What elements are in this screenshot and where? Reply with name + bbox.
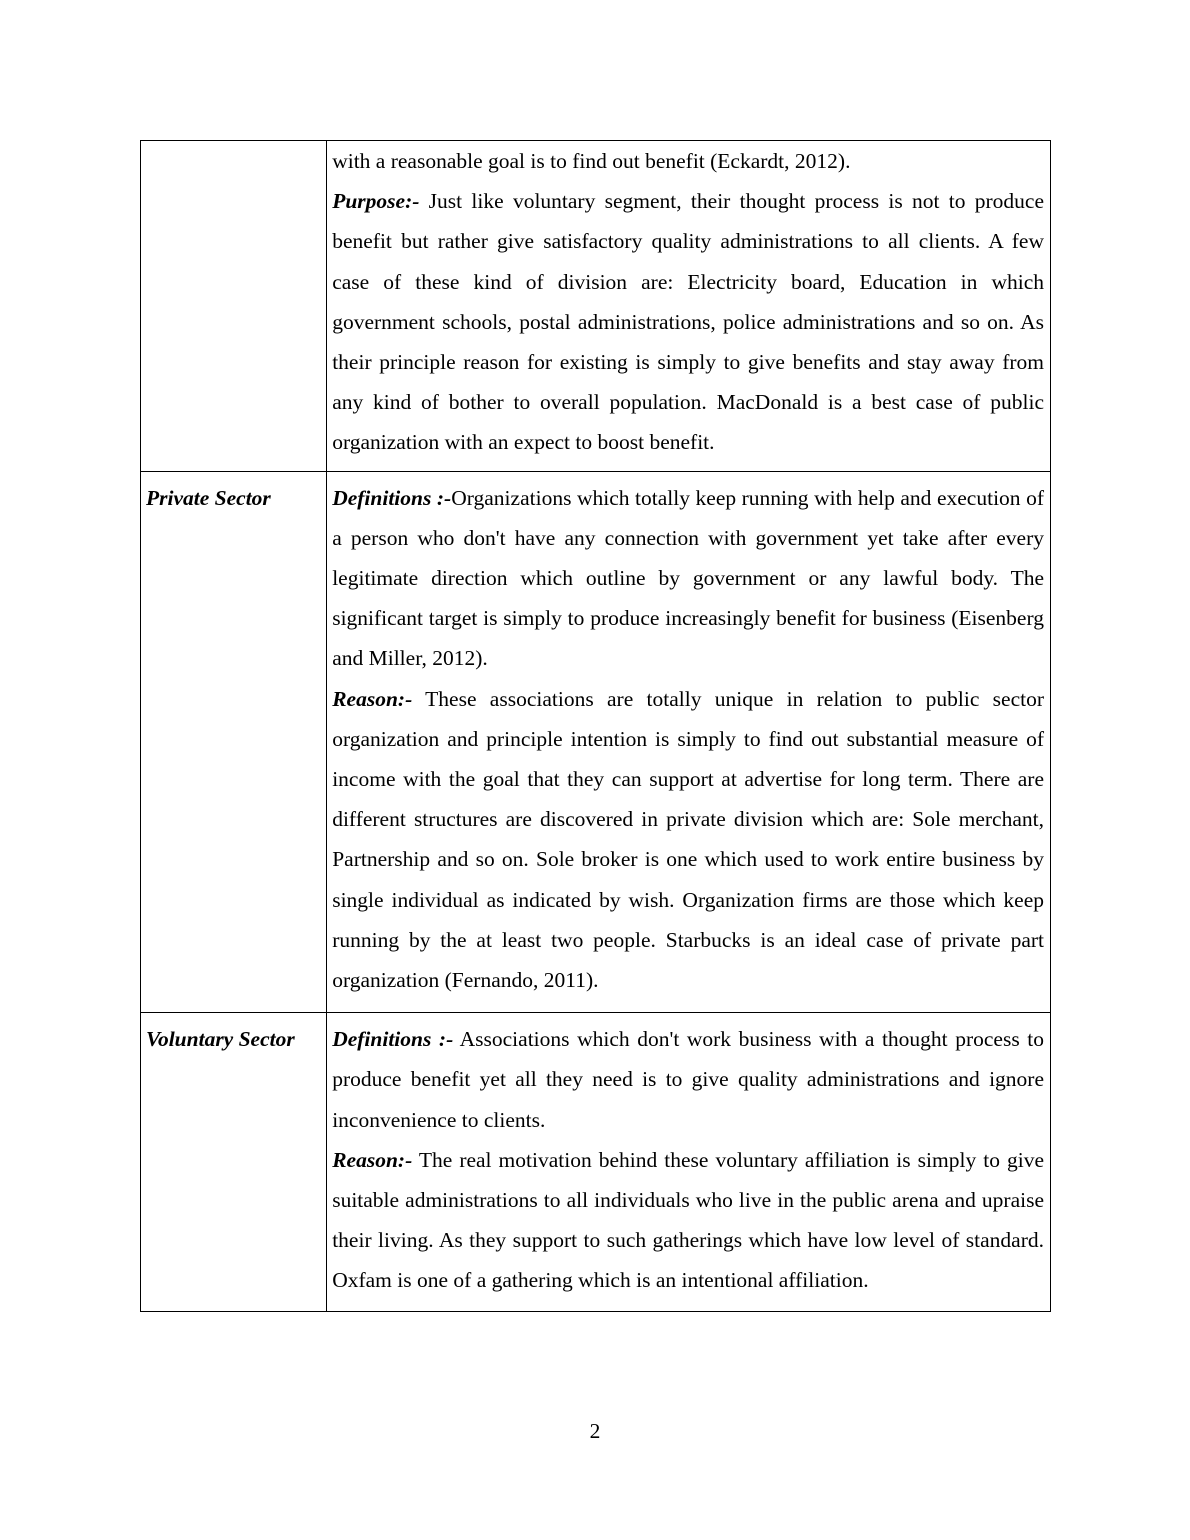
sector-comparison-table	[140, 140, 1051, 1312]
sector-label-private: Private Sector	[146, 485, 271, 510]
sector-content-cell	[327, 1013, 1051, 1311]
table-row-public-continued	[141, 141, 1051, 472]
sector-label	[141, 141, 326, 147]
sector-label-cell	[141, 471, 327, 1013]
paragraph-reason: Reason:- These associations are totally unique in relation to public sector organization and principle intention is simply to find out substantial measure of income with the goal that they can support at advertise for long term. There are different structures are discovered in private division which are: Sole merchant, Partnership and so on. Sole broker is one which used to work entire business by single individual as indicated by wish. Organization firms are those which keep running by the at least two people. Starbucks is an ideal case of private part organization (Fernando, 2011).	[332, 686, 1044, 993]
paragraph-reason: Reason:- The real motivation behind these voluntary affiliation is simply to give suitable administrations to all individuals who live in the public arena and upraise their living. As they support to such gatherings which have low level of standard. Oxfam is one of a gathering which is an intentional affiliation.	[332, 1147, 1044, 1293]
paragraph-purpose: Purpose:- Just like voluntary segment, their thought process is not to produce benefit but rather give satisfactory quality administrations to all clients. A few case of these kind of division are: Electricity board, Education in which government schools, postal administrations, police administrations and so on. As their principle reason for existing is simply to give benefits and stay away from any kind of bother to overall population. MacDonald is a best case of public organization with an expect to boost benefit.	[332, 189, 1044, 455]
term-purpose: Purpose:-	[332, 189, 420, 214]
sector-label-cell	[141, 1013, 327, 1311]
term-reason: Reason:-	[332, 686, 413, 711]
paragraph-definitions: Definitions :- Associations which don't work business with a thought process to produce benefit yet all they need is to give quality administrations and ignore inconvenience to clients.	[332, 1027, 1044, 1132]
table-row-voluntary-sector	[141, 1013, 1051, 1311]
sector-content-cell	[327, 471, 1051, 1013]
paragraph-continuation: with a reasonable goal is to find out benefit (Eckardt, 2012).	[332, 149, 851, 173]
term-definitions: Definitions :-	[332, 485, 452, 510]
sector-label-cell	[141, 141, 327, 472]
table-row-private-sector	[141, 471, 1051, 1013]
term-definitions: Definitions :-	[332, 1027, 454, 1052]
term-reason: Reason:-	[332, 1147, 413, 1172]
paragraph-definitions: Definitions :-Organizations which totally keep running with help and execution of a person who don't have any connection with government yet take after every legitimate direction which outline by government or any lawful body. The significant target is simply to produce increasingly benefit for business (Eisenberg and Miller, 2012).	[332, 485, 1044, 671]
page-number: 2	[589, 1419, 601, 1443]
sector-label-voluntary: Voluntary Sector	[146, 1027, 295, 1052]
sector-content-cell	[327, 141, 1051, 472]
